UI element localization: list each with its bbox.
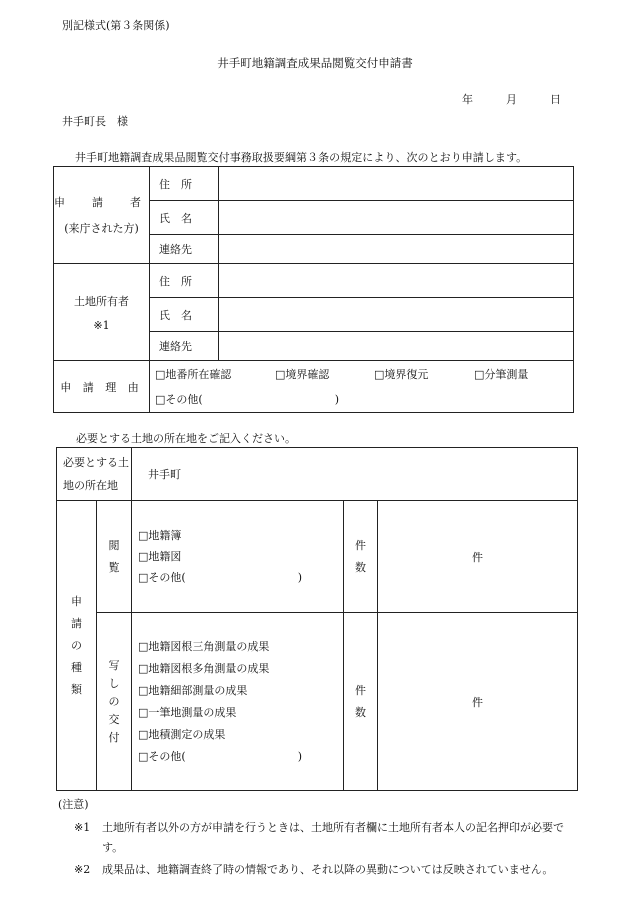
copy-label-char-3: の [108,695,120,708]
note1-mark: ※1 [74,821,91,834]
copy-count-char-2: 数 [355,706,366,719]
owner-name-field[interactable] [219,298,574,332]
view-label-char-2: 覧 [108,561,120,574]
reason-label: 申 請 理 由 [54,361,150,413]
copy-checkbox-detail-survey[interactable]: □地籍細部測量の成果 [138,684,248,697]
request-type-label-cell [57,501,97,791]
note1-continuation: す。 [102,841,124,854]
view-count-unit: 件 [472,550,484,564]
owner-contact-label: 連絡先 [150,332,219,361]
view-label-cell [97,501,132,613]
view-label-char-1: 閲 [108,539,120,552]
reason-checkbox-boundary-restore[interactable]: □境界復元 [374,368,429,381]
location-label-line2: 地の所在地 [63,479,118,492]
location-value: 井手町 [148,468,181,481]
copy-label-char-1: 写 [108,659,120,672]
reason-checkbox-boundary-check[interactable]: □境界確認 [275,368,330,381]
note2-mark: ※2 [74,863,91,876]
request-type-char-4: 種 [71,661,82,674]
recipient: 井手町長 様 [62,115,128,128]
date-month-label: 月 [506,93,517,106]
location-label-line1: 必要とする土 [63,456,129,469]
owner-label: 土地所有者 [74,294,129,308]
applicant-contact-field[interactable] [219,235,574,264]
applicant-name-label: 氏 名 [150,201,219,235]
copy-checkbox-parcel-survey[interactable]: □一筆地測量の成果 [138,706,237,719]
owner-address-label: 住 所 [150,264,219,298]
intro-text: 井手町地籍調査成果品閲覧交付事務取扱要綱第３条の規定により、次のとおり申請します。 [75,151,528,164]
applicant-contact-label: 連絡先 [150,235,219,264]
land-table [56,447,578,791]
copy-count-field[interactable] [378,613,578,791]
view-count-field[interactable] [378,501,578,613]
date-day-label: 日 [550,93,561,106]
location-label-cell [57,448,132,501]
copy-checkbox-traverse[interactable]: □地籍図根多角測量の成果 [138,662,270,675]
applicant-label: 申 請 者 [54,196,149,209]
reason-options [150,361,574,413]
request-type-char-2: 請 [71,617,82,630]
request-type-char-5: 類 [71,683,82,696]
view-checkbox-other[interactable]: □その他( [138,571,186,584]
copy-label-char-4: 交 [108,713,120,726]
applicant-address-field[interactable] [219,167,574,201]
view-items-cell [132,501,344,613]
copy-items-cell [132,613,344,791]
applicant-address-label: 住 所 [150,167,219,201]
note2-text: 成果品は、地籍調査終了時の情報であり、それ以降の異動については反映されていません。 [102,863,554,876]
view-checkbox-map[interactable]: □地籍図 [138,550,182,563]
date-year-label: 年 [462,93,473,106]
request-type-char-3: の [71,639,82,652]
form-label: 別記様式(第３条関係) [62,19,170,32]
reason-checkbox-lot-check[interactable]: □地番所在確認 [155,368,232,381]
copy-label-char-5: 付 [108,731,120,744]
copy-label-cell [97,613,132,791]
reason-checkbox-other[interactable]: □その他( [155,393,203,406]
notes-heading: (注意) [58,798,89,811]
location-field[interactable] [132,448,578,501]
reason-checkbox-subdivision-survey[interactable]: □分筆測量 [474,368,529,381]
copy-checkbox-other[interactable]: □その他( [138,750,186,763]
copy-checkbox-area-measure[interactable]: □地積測定の成果 [138,728,226,741]
copy-count-label-cell [344,613,378,791]
copy-count-char-1: 件 [355,684,366,697]
document-title: 井手町地籍調査成果品閲覧交付申請書 [217,56,413,70]
owner-contact-field[interactable] [219,332,574,361]
view-count-char-2: 数 [355,561,366,574]
owner-label-cell [54,264,150,361]
copy-label-char-2: し [108,677,120,690]
applicant-table [53,166,574,413]
applicant-sub-label: (来庁された方) [64,222,139,235]
copy-checkbox-triangulation[interactable]: □地籍図根三角測量の成果 [138,640,270,653]
owner-address-field[interactable] [219,264,574,298]
note1-text: 土地所有者以外の方が申請を行うときは、土地所有者欄に土地所有者本人の記名押印が必要で [102,821,564,834]
request-type-char-1: 申 [71,595,82,608]
reason-other-close: ) [334,393,339,406]
view-count-char-1: 件 [355,539,366,552]
view-checkbox-register[interactable]: □地籍簿 [138,529,182,542]
copy-other-close: ) [297,750,302,763]
view-count-label-cell [344,501,378,613]
copy-count-unit: 件 [472,695,484,709]
applicant-name-field[interactable] [219,201,574,235]
applicant-label-cell [54,167,150,264]
view-other-close: ) [297,571,302,584]
land-instruction: 必要とする土地の所在地をご記入ください。 [76,432,296,445]
owner-name-label: 氏 名 [150,298,219,332]
owner-mark: ※1 [93,318,110,332]
